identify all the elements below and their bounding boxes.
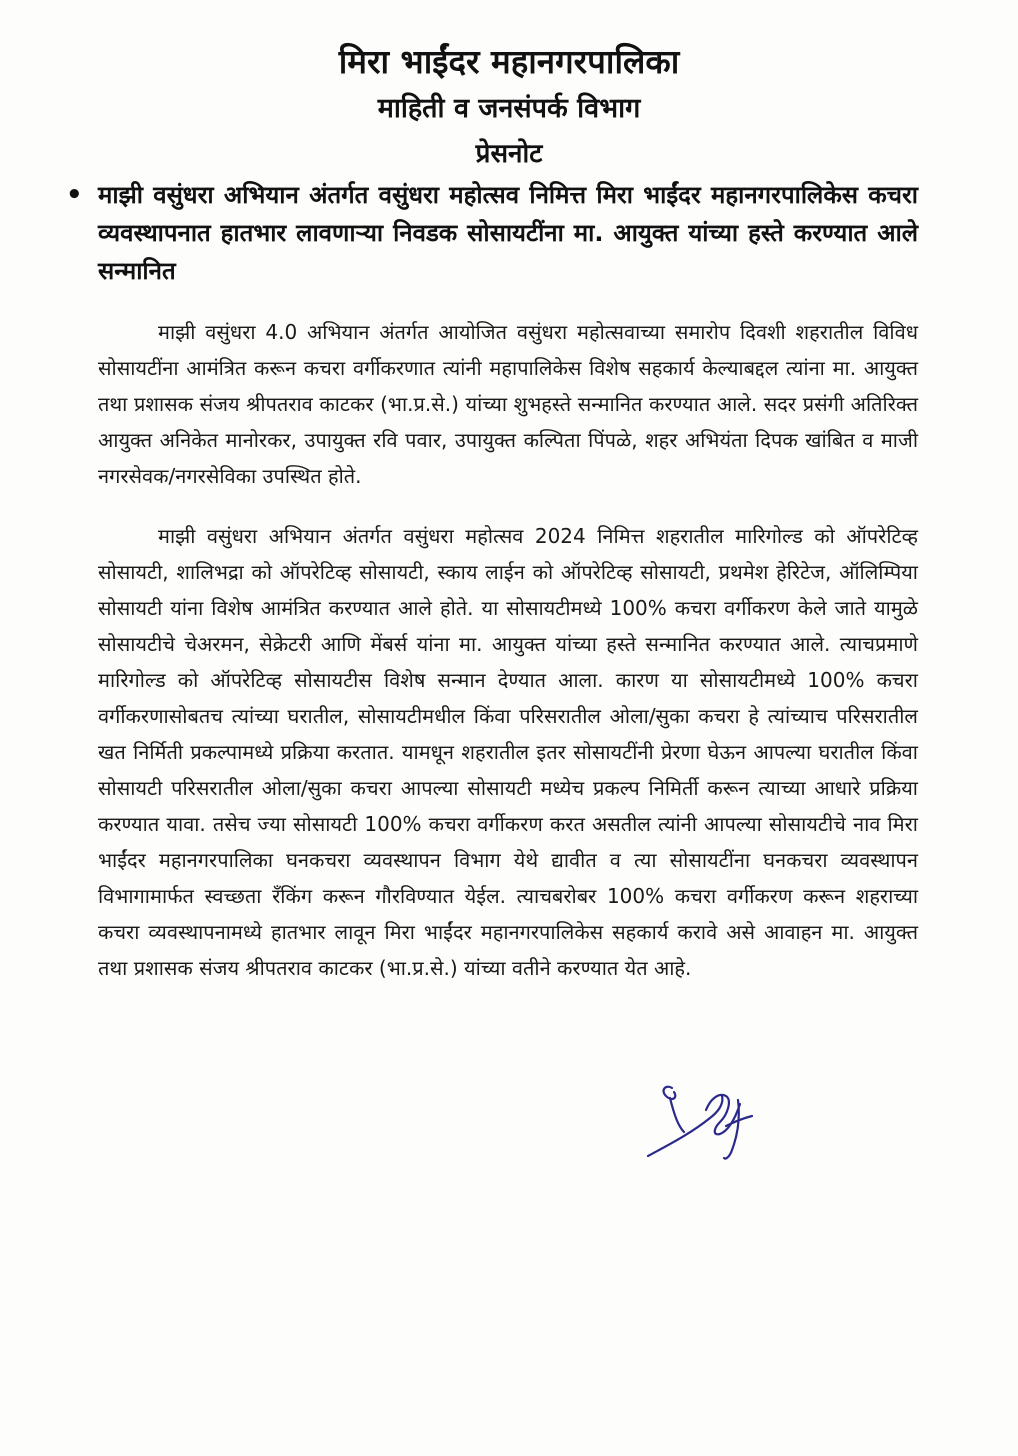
signature-stroke	[670, 1098, 684, 1132]
body-paragraph-2: माझी वसुंधरा अभियान अंतर्गत वसुंधरा महोत्सव 2024 निमित्त शहरातील मारिगोल्ड को ऑपरेटिव्ह सोसायटी, शालिभद्रा को ऑपरेटिव्ह सोसायटी, स्काय लाईन को ऑपरेटिव्ह सोसायटी, प्रथमेश हेरिटेज, ऑलिम्पिया सोसायटी यांना विशेष आमंत्रित करण्यात आले होते. या सोसायटीमध्ये 100% कचरा वर्गीकरण केले जाते यामुळे सोसायटीचे चेअरमन, सेक्रेटरी आणि मेंबर्स यांना मा. आयुक्त यांच्या हस्ते सन्मानित करण्यात आले. त्याचप्रमाणे मारिगोल्ड को ऑपरेटिव्ह सोसायटीस विशेष सन्मान देण्यात आला. कारण या सोसायटीमध्ये 100% कचरा वर्गीकरणासोबतच त्यांच्या घरातील, सोसायटीमधील किंवा परिसरातील ओला/सुका कचरा हे त्यांच्याच परिसरातील खत निर्मिती प्रकल्पामध्ये प्रक्रिया करतात. यामधून शहरातील इतर सोसायटींनी प्रेरणा घेऊन आपल्या घरातील किंवा सोसायटी परिसरातील ओला/सुका कचरा आपल्या सोसायटी मध्येच प्रकल्प निमिर्ती करून त्याच्या आधारे प्रक्रिया करण्यात यावा. तसेच ज्या सोसायटी 100% कचरा वर्गीकरण करत असतील त्यांनी आपल्या सोसायटीचे नाव मिरा भाईंदर महानगरपालिका घनकचरा व्यवस्थापन विभाग येथे द्यावीत व त्या सोसायटींना घनकचरा व्यवस्थापन विभागामार्फत स्वच्छता रँकिंग करून गौरविण्यात येईल. त्याचबरोबर 100% कचरा वर्गीकरण करून शहराच्या कचरा व्यवस्थापनामध्ये हातभार लावून मिरा भाईंदर महानगरपालिकेस सहकार्य करावे असे आवाहन मा. आयुक्त तथा प्रशासक संजय श्रीपतराव काटकर (भा.प्र.से.) यांच्या वतीने करण्यात येत आहे.	[98, 524, 918, 980]
body-paragraph-1: माझी वसुंधरा 4.0 अभियान अंतर्गत आयोजित वसुंधरा महोत्सवाच्या समारोप दिवशी शहरातील विविध सोसायटींना आमंत्रित करून कचरा वर्गीकरणात त्यांनी महापालिकेस विशेष सहकार्य केल्याबद्दल त्यांना मा. आयुक्त तथा प्रशासक संजय श्रीपतराव काटकर (भा.प्र.से.) यांच्या शुभहस्ते सन्मानित करण्यात आले. सदर प्रसंगी अतिरिक्त आयुक्त अनिकेत मानोरकर, उपायुक्त रवि पवार, उपायुक्त कल्पिता पिंपळे, शहर अभियंता दिपक खांबित व माजी नगरसेवक/नगरसेविका उपस्थित होते.	[98, 320, 918, 488]
department-name: माहिती व जनसंपर्क विभाग	[377, 93, 641, 124]
document-type: प्रेसनोट	[475, 139, 543, 169]
press-headline: माझी वसुंधरा अभियान अंतर्गत वसुंधरा महोत्सव निमित्त मिरा भाईंदर महानगरपालिकेस कचरा व्यवस्थापनात हातभार लावणाऱ्या निवडक सोसायटींना मा. आयुक्त यांच्या हस्ते करण्यात आले सन्मानित	[98, 181, 918, 285]
signature	[640, 1070, 770, 1180]
signature-stroke	[648, 1096, 722, 1156]
organization-name: मिरा भाईंदर महानगरपालिका	[338, 42, 680, 81]
headline-bullet: •	[66, 180, 83, 210]
